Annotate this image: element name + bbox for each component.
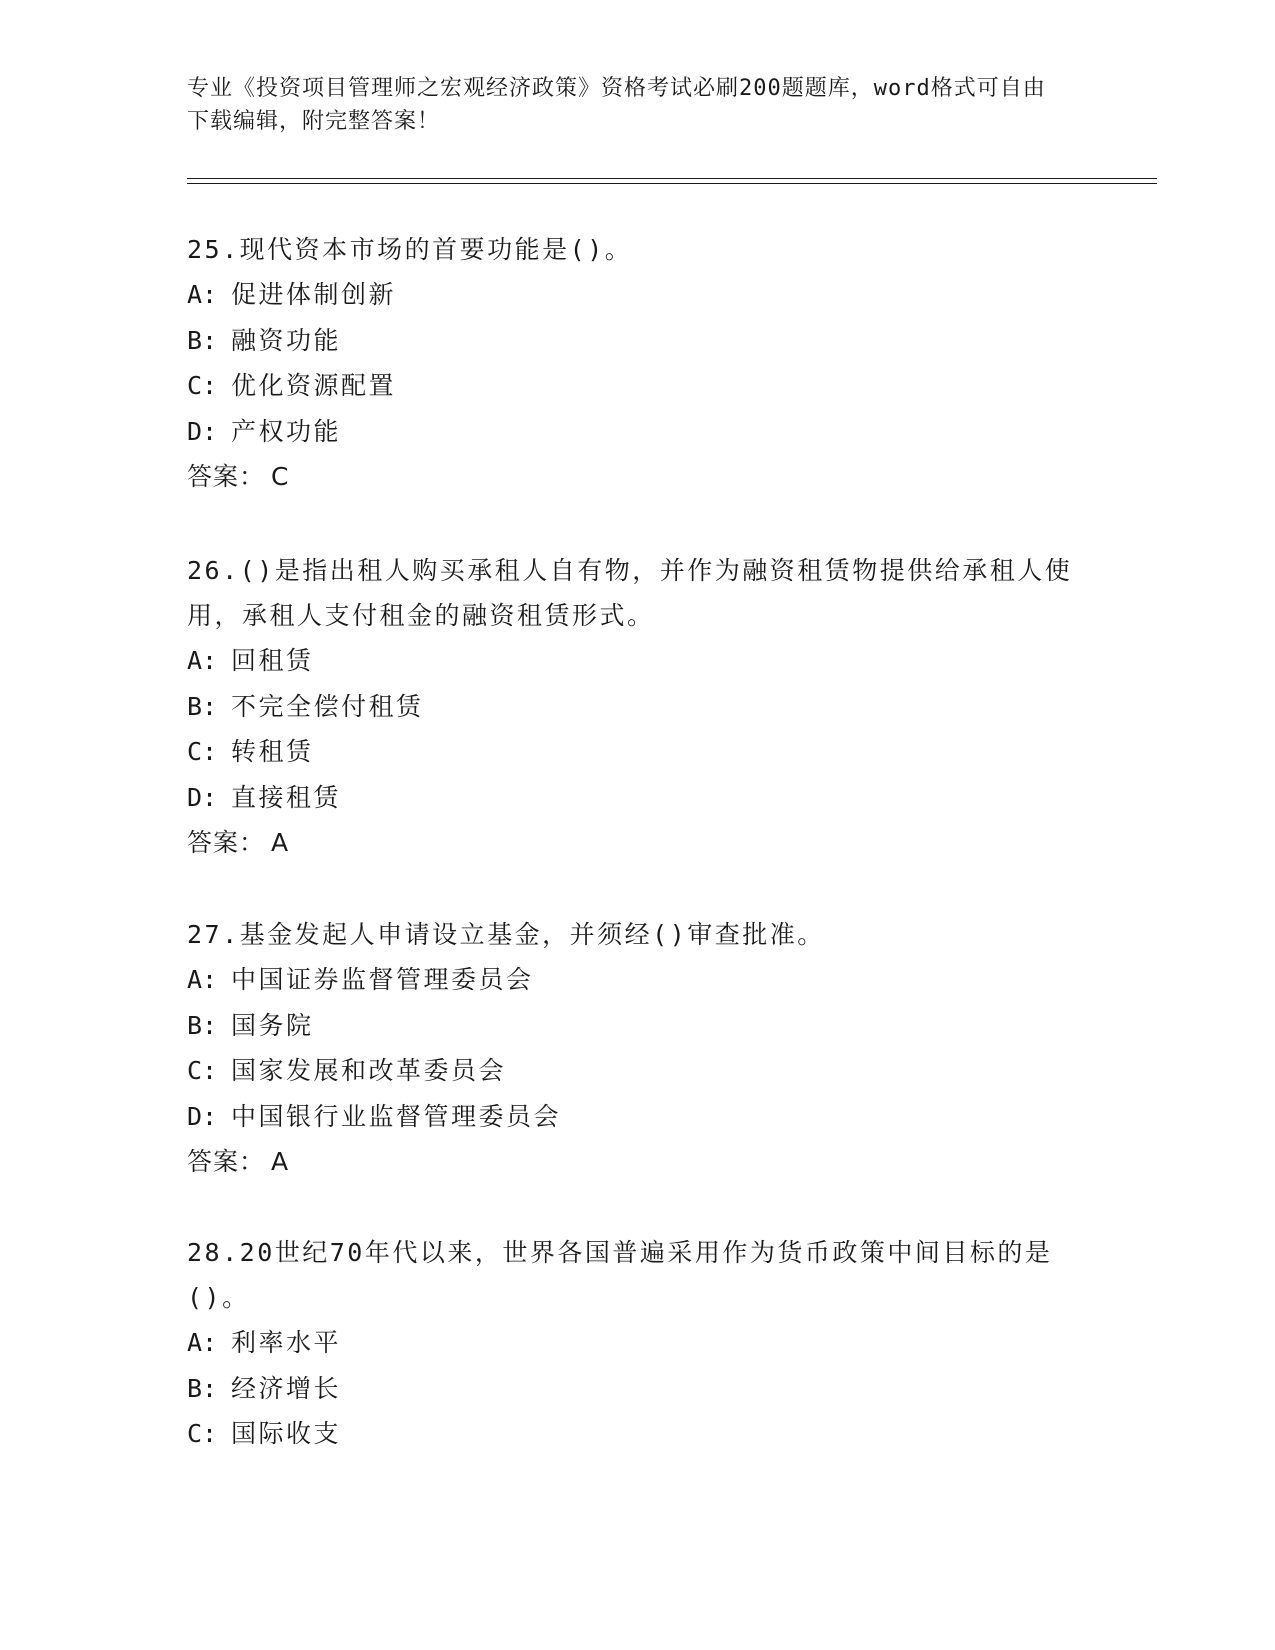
option-letter: B: xyxy=(187,691,218,721)
option-b xyxy=(187,1366,1087,1412)
option-text: 经济增长 xyxy=(231,1373,342,1403)
option-a xyxy=(187,1320,1087,1366)
option-a xyxy=(187,638,1087,684)
option-text: 国际收支 xyxy=(231,1419,342,1448)
question-26 xyxy=(187,548,1087,866)
question-27 xyxy=(187,912,1087,1185)
option-letter: C: xyxy=(187,737,218,766)
answer-label: 答案： xyxy=(187,1147,266,1176)
option-text: 国务院 xyxy=(231,1010,314,1040)
option-a xyxy=(187,272,1087,318)
answer-value: A xyxy=(271,828,290,857)
option-letter: D: xyxy=(187,416,218,446)
header-divider-bottom xyxy=(187,183,1157,184)
answer-label: 答案： xyxy=(187,828,266,857)
document-header xyxy=(187,72,1067,138)
option-text: 融资功能 xyxy=(231,325,342,355)
answer-label: 答案： xyxy=(187,462,266,491)
option-text: 回租赁 xyxy=(231,646,314,675)
question-stem: 28.20世纪70年代以来，世界各国普遍采用作为货币政策中间目标的是()。 xyxy=(187,1238,1053,1312)
answer-line xyxy=(187,820,1087,866)
answer-value: C xyxy=(271,462,290,491)
option-c xyxy=(187,1411,1087,1457)
option-letter: A: xyxy=(187,1328,218,1357)
question-25 xyxy=(187,227,1087,500)
option-letter: A: xyxy=(187,646,218,675)
answer-line xyxy=(187,1139,1087,1185)
option-a xyxy=(187,957,1087,1003)
option-text: 中国证券监督管理委员会 xyxy=(231,965,534,994)
option-text: 优化资源配置 xyxy=(231,371,397,400)
option-b xyxy=(187,1003,1087,1049)
option-d xyxy=(187,409,1087,455)
header-text: 专业《投资项目管理师之宏观经济政策》资格考试必刷200题题库，word格式可自由下载编辑，附完整答案！ xyxy=(187,76,1046,134)
question-stem: 26.()是指出租人购买承租人自有物，并作为融资租赁物提供给承租人使用，承租人支付租金的融资租赁形式。 xyxy=(187,556,1073,630)
option-letter: C: xyxy=(187,1419,218,1448)
option-text: 转租赁 xyxy=(231,737,314,766)
option-letter: A: xyxy=(187,965,218,994)
option-letter: C: xyxy=(187,1056,218,1085)
header-divider-top xyxy=(187,178,1157,179)
option-c xyxy=(187,729,1087,775)
option-text: 国家发展和改革委员会 xyxy=(231,1056,507,1085)
option-text: 中国银行业监督管理委员会 xyxy=(231,1101,562,1131)
option-c xyxy=(187,1048,1087,1094)
question-28 xyxy=(187,1230,1087,1457)
answer-value: A xyxy=(271,1147,290,1176)
option-letter: B: xyxy=(187,325,218,355)
option-letter: B: xyxy=(187,1373,218,1403)
option-d xyxy=(187,775,1087,821)
option-text: 不完全偿付租赁 xyxy=(231,691,424,721)
option-text: 产权功能 xyxy=(231,416,342,446)
option-text: 利率水平 xyxy=(231,1328,342,1357)
question-stem: 25.现代资本市场的首要功能是()。 xyxy=(187,235,633,264)
option-letter: D: xyxy=(187,1101,218,1131)
option-letter: A: xyxy=(187,280,218,309)
option-letter: D: xyxy=(187,782,218,812)
option-letter: C: xyxy=(187,371,218,400)
option-letter: B: xyxy=(187,1010,218,1040)
option-b xyxy=(187,318,1087,364)
option-text: 促进体制创新 xyxy=(231,280,397,309)
option-d xyxy=(187,1094,1087,1140)
option-c xyxy=(187,363,1087,409)
option-text: 直接租赁 xyxy=(231,782,342,812)
option-b xyxy=(187,684,1087,730)
question-stem: 27.基金发起人申请设立基金，并须经()审查批准。 xyxy=(187,920,825,949)
answer-line xyxy=(187,454,1087,500)
